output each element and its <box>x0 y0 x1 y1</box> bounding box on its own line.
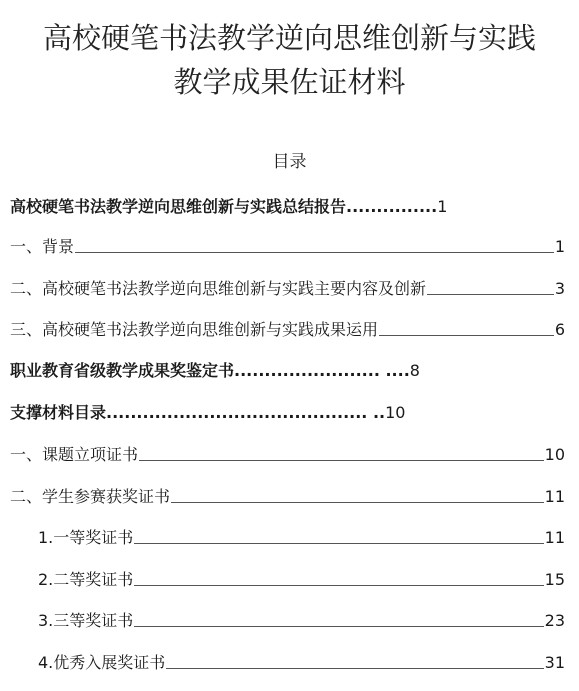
toc-entry-excellence-exhibition[interactable] <box>38 650 565 674</box>
toc-entry-label: 三、高校硬笔书法教学逆向思维创新与实践成果运用 <box>10 320 379 339</box>
toc-entry-label: 2.二等奖证书 <box>38 570 134 589</box>
toc-entry-third-prize[interactable] <box>38 608 565 632</box>
toc-leader-line <box>427 294 554 295</box>
toc-page-number: 8 <box>409 361 420 380</box>
toc-page-number: 1 <box>554 237 565 256</box>
toc-entry-appraisal[interactable] <box>10 358 420 382</box>
toc-entry-label: 支撑材料目录 <box>10 403 107 422</box>
toc-leader-line <box>134 543 543 544</box>
toc-entry-label: 二、学生参赛获奖证书 <box>10 487 171 506</box>
toc-entry-label: 高校硬笔书法教学逆向思维创新与实践总结报告 <box>10 197 347 216</box>
toc-dot-leader: ........................................... .. <box>106 403 386 422</box>
toc-entry-label: 二、高校硬笔书法教学逆向思维创新与实践主要内容及创新 <box>10 279 427 298</box>
toc-entry-first-prize[interactable] <box>38 525 565 549</box>
toc-entry-summary-report[interactable] <box>10 194 447 218</box>
toc-entry-label: 职业教育省级教学成果奖鉴定书 <box>10 361 235 380</box>
toc-leader-line <box>75 252 554 253</box>
toc-leader-line <box>166 668 543 669</box>
toc-page-number: 31 <box>544 653 565 672</box>
toc-entry-label: 一、背景 <box>10 237 75 256</box>
toc-leader-line <box>171 502 544 503</box>
toc-entry-student-awards[interactable] <box>10 484 565 508</box>
toc-heading: 目录 <box>272 152 307 172</box>
toc-leader-line <box>379 335 554 336</box>
toc-entry-label: 4.优秀入展奖证书 <box>38 653 166 672</box>
toc-page-number: 11 <box>544 487 565 506</box>
toc-leader-line <box>134 626 543 627</box>
toc-dot-leader: ............... <box>346 197 438 216</box>
document-title-line-1: 高校硬笔书法教学逆向思维创新与实践 <box>42 21 536 55</box>
toc-dot-leader: ........................ .... <box>234 361 410 380</box>
toc-entry-label: 1.一等奖证书 <box>38 528 134 547</box>
toc-entry-label: 一、课题立项证书 <box>10 445 139 464</box>
toc-entry-support-materials[interactable] <box>10 400 405 424</box>
toc-leader-line <box>139 460 544 461</box>
toc-page-number: 10 <box>385 403 406 422</box>
toc-entry-project-certificate[interactable] <box>10 442 565 466</box>
toc-leader-line <box>134 585 543 586</box>
toc-page-number: 10 <box>544 445 565 464</box>
toc-page-number: 1 <box>437 197 448 216</box>
toc-page-number: 23 <box>544 611 565 630</box>
toc-entry-label: 3.三等奖证书 <box>38 611 134 630</box>
toc-entry-background[interactable] <box>10 234 565 258</box>
toc-page-number: 11 <box>544 528 565 547</box>
toc-entry-second-prize[interactable] <box>38 567 565 591</box>
toc-page-number: 6 <box>554 320 565 339</box>
toc-entry-main-content[interactable] <box>10 276 565 300</box>
toc-entry-application[interactable] <box>10 317 565 341</box>
toc-page-number: 15 <box>544 570 565 589</box>
toc-page-number: 3 <box>554 279 565 298</box>
document-title-line-2: 教学成果佐证材料 <box>173 65 406 99</box>
